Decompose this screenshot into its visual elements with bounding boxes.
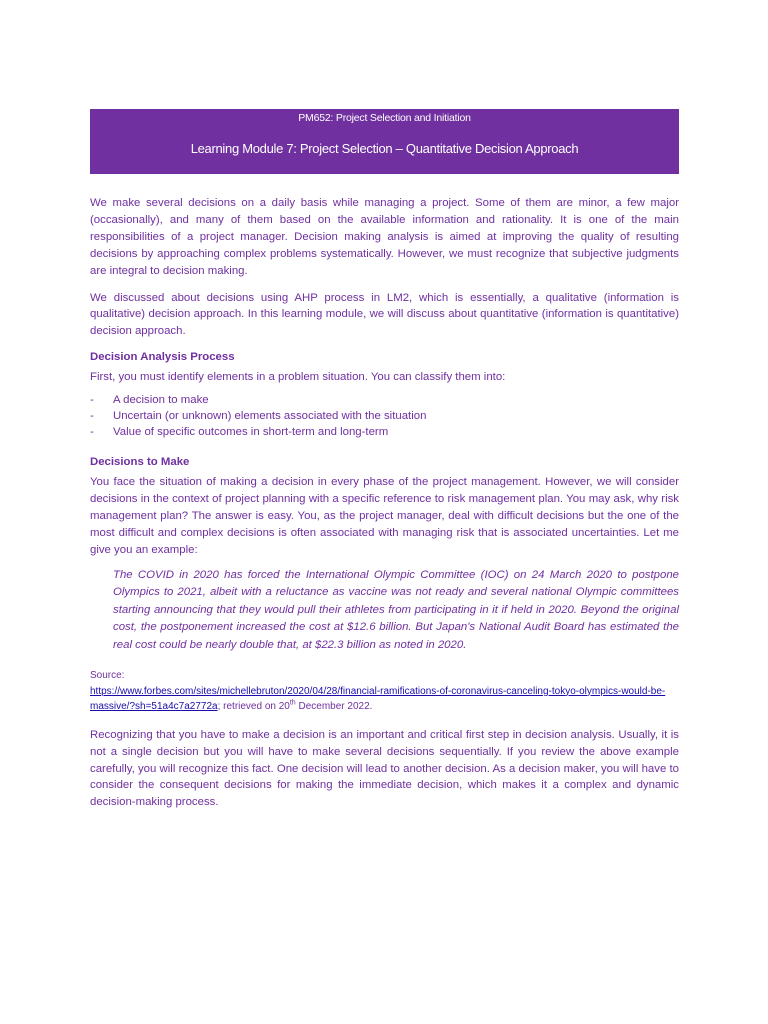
closing-paragraph: Recognizing that you have to make a decision is an important and critical first step in decision analysis. Usually, it is not a single decision but you will have to make several decisions sequentially. If you review the above example carefully, you will recognize this fact. One decision will lead to another decision. As a decision maker, you will have to consider the consequent decisions for making the immediate decision, which makes it a complex and dynamic decision-making process. [90,728,679,809]
intro-paragraph-1: We make several decisions on a daily basis while managing a project. Some of them are minor, a few major (occasionally), and many of them based on the available information and rationality. It is one of the main responsibilities of a project manager. Decision making analysis is aimed at improving the quality of resulting decisions by approaching complex problems systematically. However, we must recognize that subjective judgments are integral to decision making. [90,197,679,277]
module-title: Learning Module 7: Project Selection – Quantitative Decision Approach [190,141,579,156]
source-link[interactable]: https://www.forbes.com/sites/michellebruton/2020/04/28/financial-ramifications-of-coronavirus-canceling-tokyo-olympics-would-be-massive/?sh=51a4c7a2772a [90,685,666,713]
retrieved-date-prefix: ; retrieved on 20 [217,701,290,713]
decisions-to-make-text: You face the situation of making a decision in every phase of the project management. However, we will consider decisions in the context of project planning with a specific reference to risk management plan. You may ask, why risk management plan? The answer is easy. You, as the project manager, deal with difficult decisions but the one of the most difficult and complex decisions is often associated with managing risk that is associated uncertainties. Let me give you an example: [90,476,679,556]
source-citation [90,668,679,715]
bullet-dash: - [90,426,94,439]
decisions-to-make-heading: Decisions to Make [90,456,190,469]
retrieved-date-sup: th [289,699,296,707]
course-title: PM652: Project Selection and Initiation [298,112,471,124]
document-body [90,195,679,811]
list-item: - A decision to make [90,394,209,407]
source-label: Source: [90,670,125,682]
decision-analysis-text: First, you must identify elements in a problem situation. You can classify them into: [90,371,506,384]
module-header-banner [90,109,679,174]
list-item: - Uncertain (or unknown) elements associated with the situation [90,410,427,423]
retrieved-date-suffix: December 2022. [295,701,373,713]
example-quote: The COVID in 2020 has forced the International Olympic Committee (IOC) on 24 March 2020 to postpone Olympics to 2021, albeit with a reluctance as vaccine was not ready and several national Olympic committees starting announcing that they would pull their athletes from participating in it if held in 2020. Beyond the original cost, the postponement increased the cost at $12.6 billion. But Japan's National Audit Board has estimated the real cost could be nearly double that, at $22.3 billion as noted in 2020. [113,568,679,651]
bullet-dash: - [90,394,94,407]
list-item: - Value of specific outcomes in short-term and long-term [90,426,389,439]
element-list [90,392,679,440]
bullet-dash: - [90,410,94,423]
decision-analysis-heading: Decision Analysis Process [90,351,235,364]
intro-paragraph-2: We discussed about decisions using AHP process in LM2, which is essentially, a qualitative (information is qualitative) decision approach. In this learning module, we will discuss about quantitative (information is quantitative) decision approach. [90,291,679,338]
